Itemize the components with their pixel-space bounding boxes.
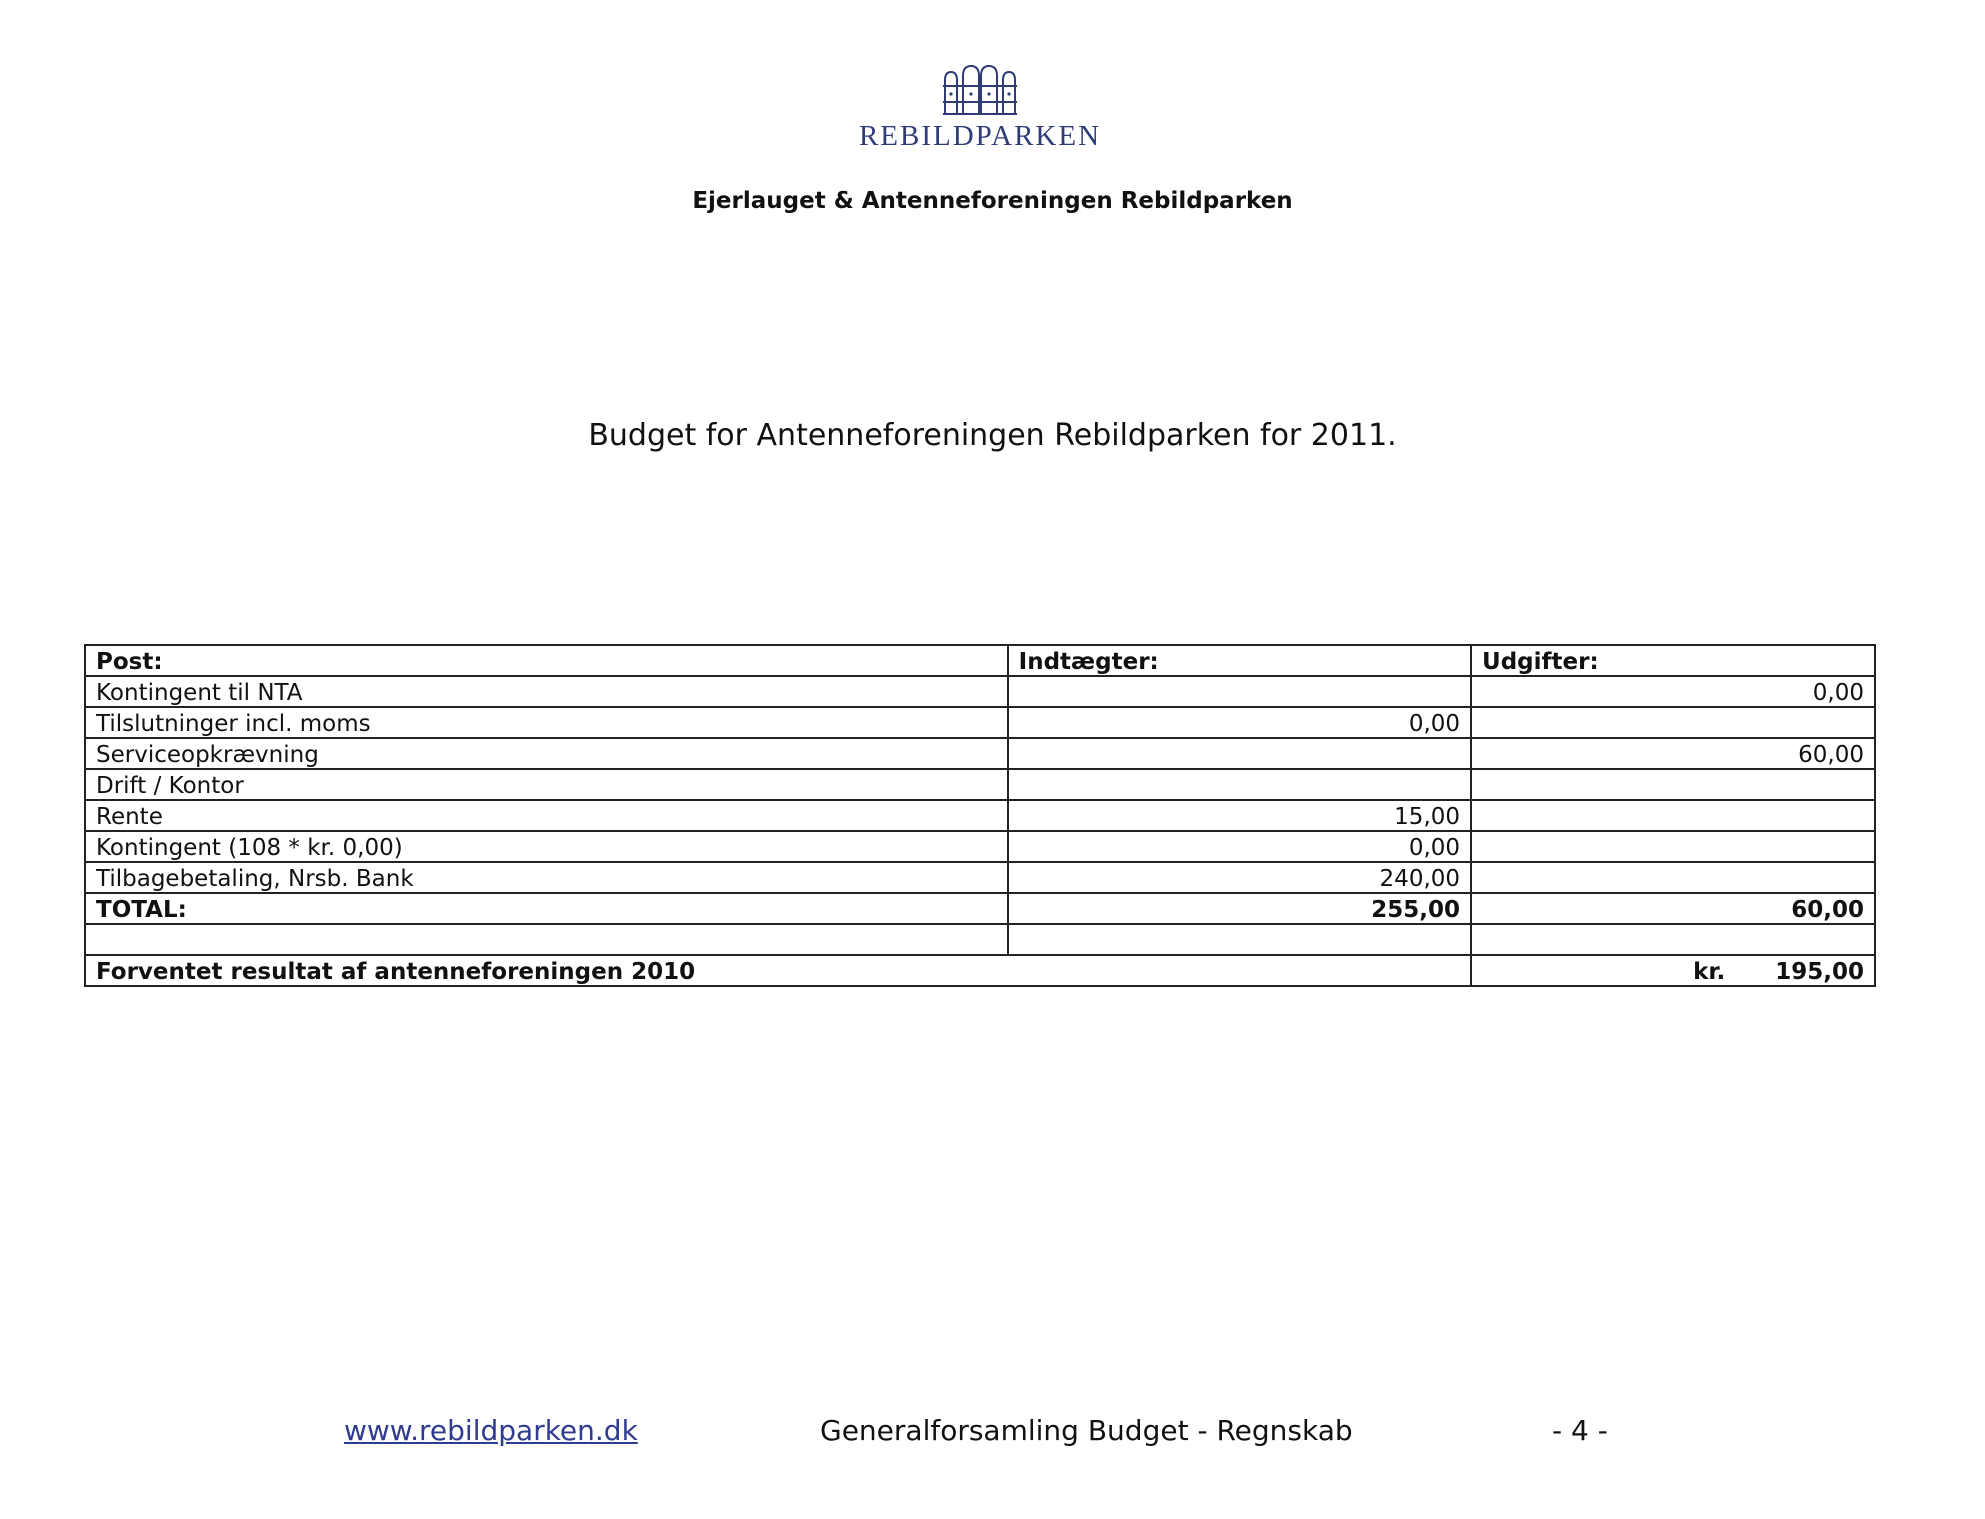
row-post: Rente (85, 800, 1008, 831)
budget-title: Budget for Antenneforeningen Rebildparken for 2011. (588, 418, 1397, 453)
fence-logo-icon (941, 64, 1019, 116)
result-label: Forventet resultat af antenneforeningen 2010 (85, 955, 1471, 986)
total-row (85, 893, 1875, 924)
row-post: Drift / Kontor (85, 769, 1008, 800)
table-header-row (85, 645, 1875, 676)
result-amount (1471, 955, 1875, 986)
footer-website-link[interactable]: www.rebildparken.dk (344, 1414, 638, 1447)
footer-document-title: Generalforsamling Budget - Regnskab (820, 1414, 1353, 1447)
total-income: 255,00 (1008, 893, 1471, 924)
row-expense (1471, 707, 1875, 738)
rebildparken-logo (830, 64, 1130, 153)
table-row (85, 676, 1875, 707)
table-row (85, 862, 1875, 893)
empty-cell (1008, 924, 1471, 955)
row-post: Kontingent til NTA (85, 676, 1008, 707)
total-expense: 60,00 (1471, 893, 1875, 924)
row-expense: 0,00 (1471, 676, 1875, 707)
row-income: 15,00 (1008, 800, 1471, 831)
row-post: Tilslutninger incl. moms (85, 707, 1008, 738)
header-expense: Udgifter: (1471, 645, 1875, 676)
row-expense: 60,00 (1471, 738, 1875, 769)
row-expense (1471, 769, 1875, 800)
organization-name: Ejerlauget & Antenneforeningen Rebildparken (692, 188, 1293, 214)
row-post: Kontingent (108 * kr. 0,00) (85, 831, 1008, 862)
row-expense (1471, 800, 1875, 831)
row-expense (1471, 831, 1875, 862)
empty-cell (1471, 924, 1875, 955)
total-label: TOTAL: (85, 893, 1008, 924)
row-income: 0,00 (1008, 831, 1471, 862)
result-row (85, 955, 1875, 986)
header-income: Indtægter: (1008, 645, 1471, 676)
table-row (85, 707, 1875, 738)
table-row (85, 769, 1875, 800)
row-income: 0,00 (1008, 707, 1471, 738)
row-post: Serviceopkrævning (85, 738, 1008, 769)
logo-text: REBILDPARKEN (858, 120, 1102, 152)
result-currency: kr. (1693, 959, 1726, 985)
row-income (1008, 676, 1471, 707)
budget-table (84, 644, 1876, 987)
row-post: Tilbagebetaling, Nrsb. Bank (85, 862, 1008, 893)
empty-cell (85, 924, 1008, 955)
row-income (1008, 738, 1471, 769)
row-income (1008, 769, 1471, 800)
result-value: 195,00 (1775, 959, 1864, 985)
table-row (85, 800, 1875, 831)
page-number: - 4 - (1552, 1414, 1608, 1447)
row-expense (1471, 862, 1875, 893)
empty-row (85, 924, 1875, 955)
header-post: Post: (85, 645, 1008, 676)
table-row (85, 738, 1875, 769)
table-row (85, 831, 1875, 862)
row-income: 240,00 (1008, 862, 1471, 893)
